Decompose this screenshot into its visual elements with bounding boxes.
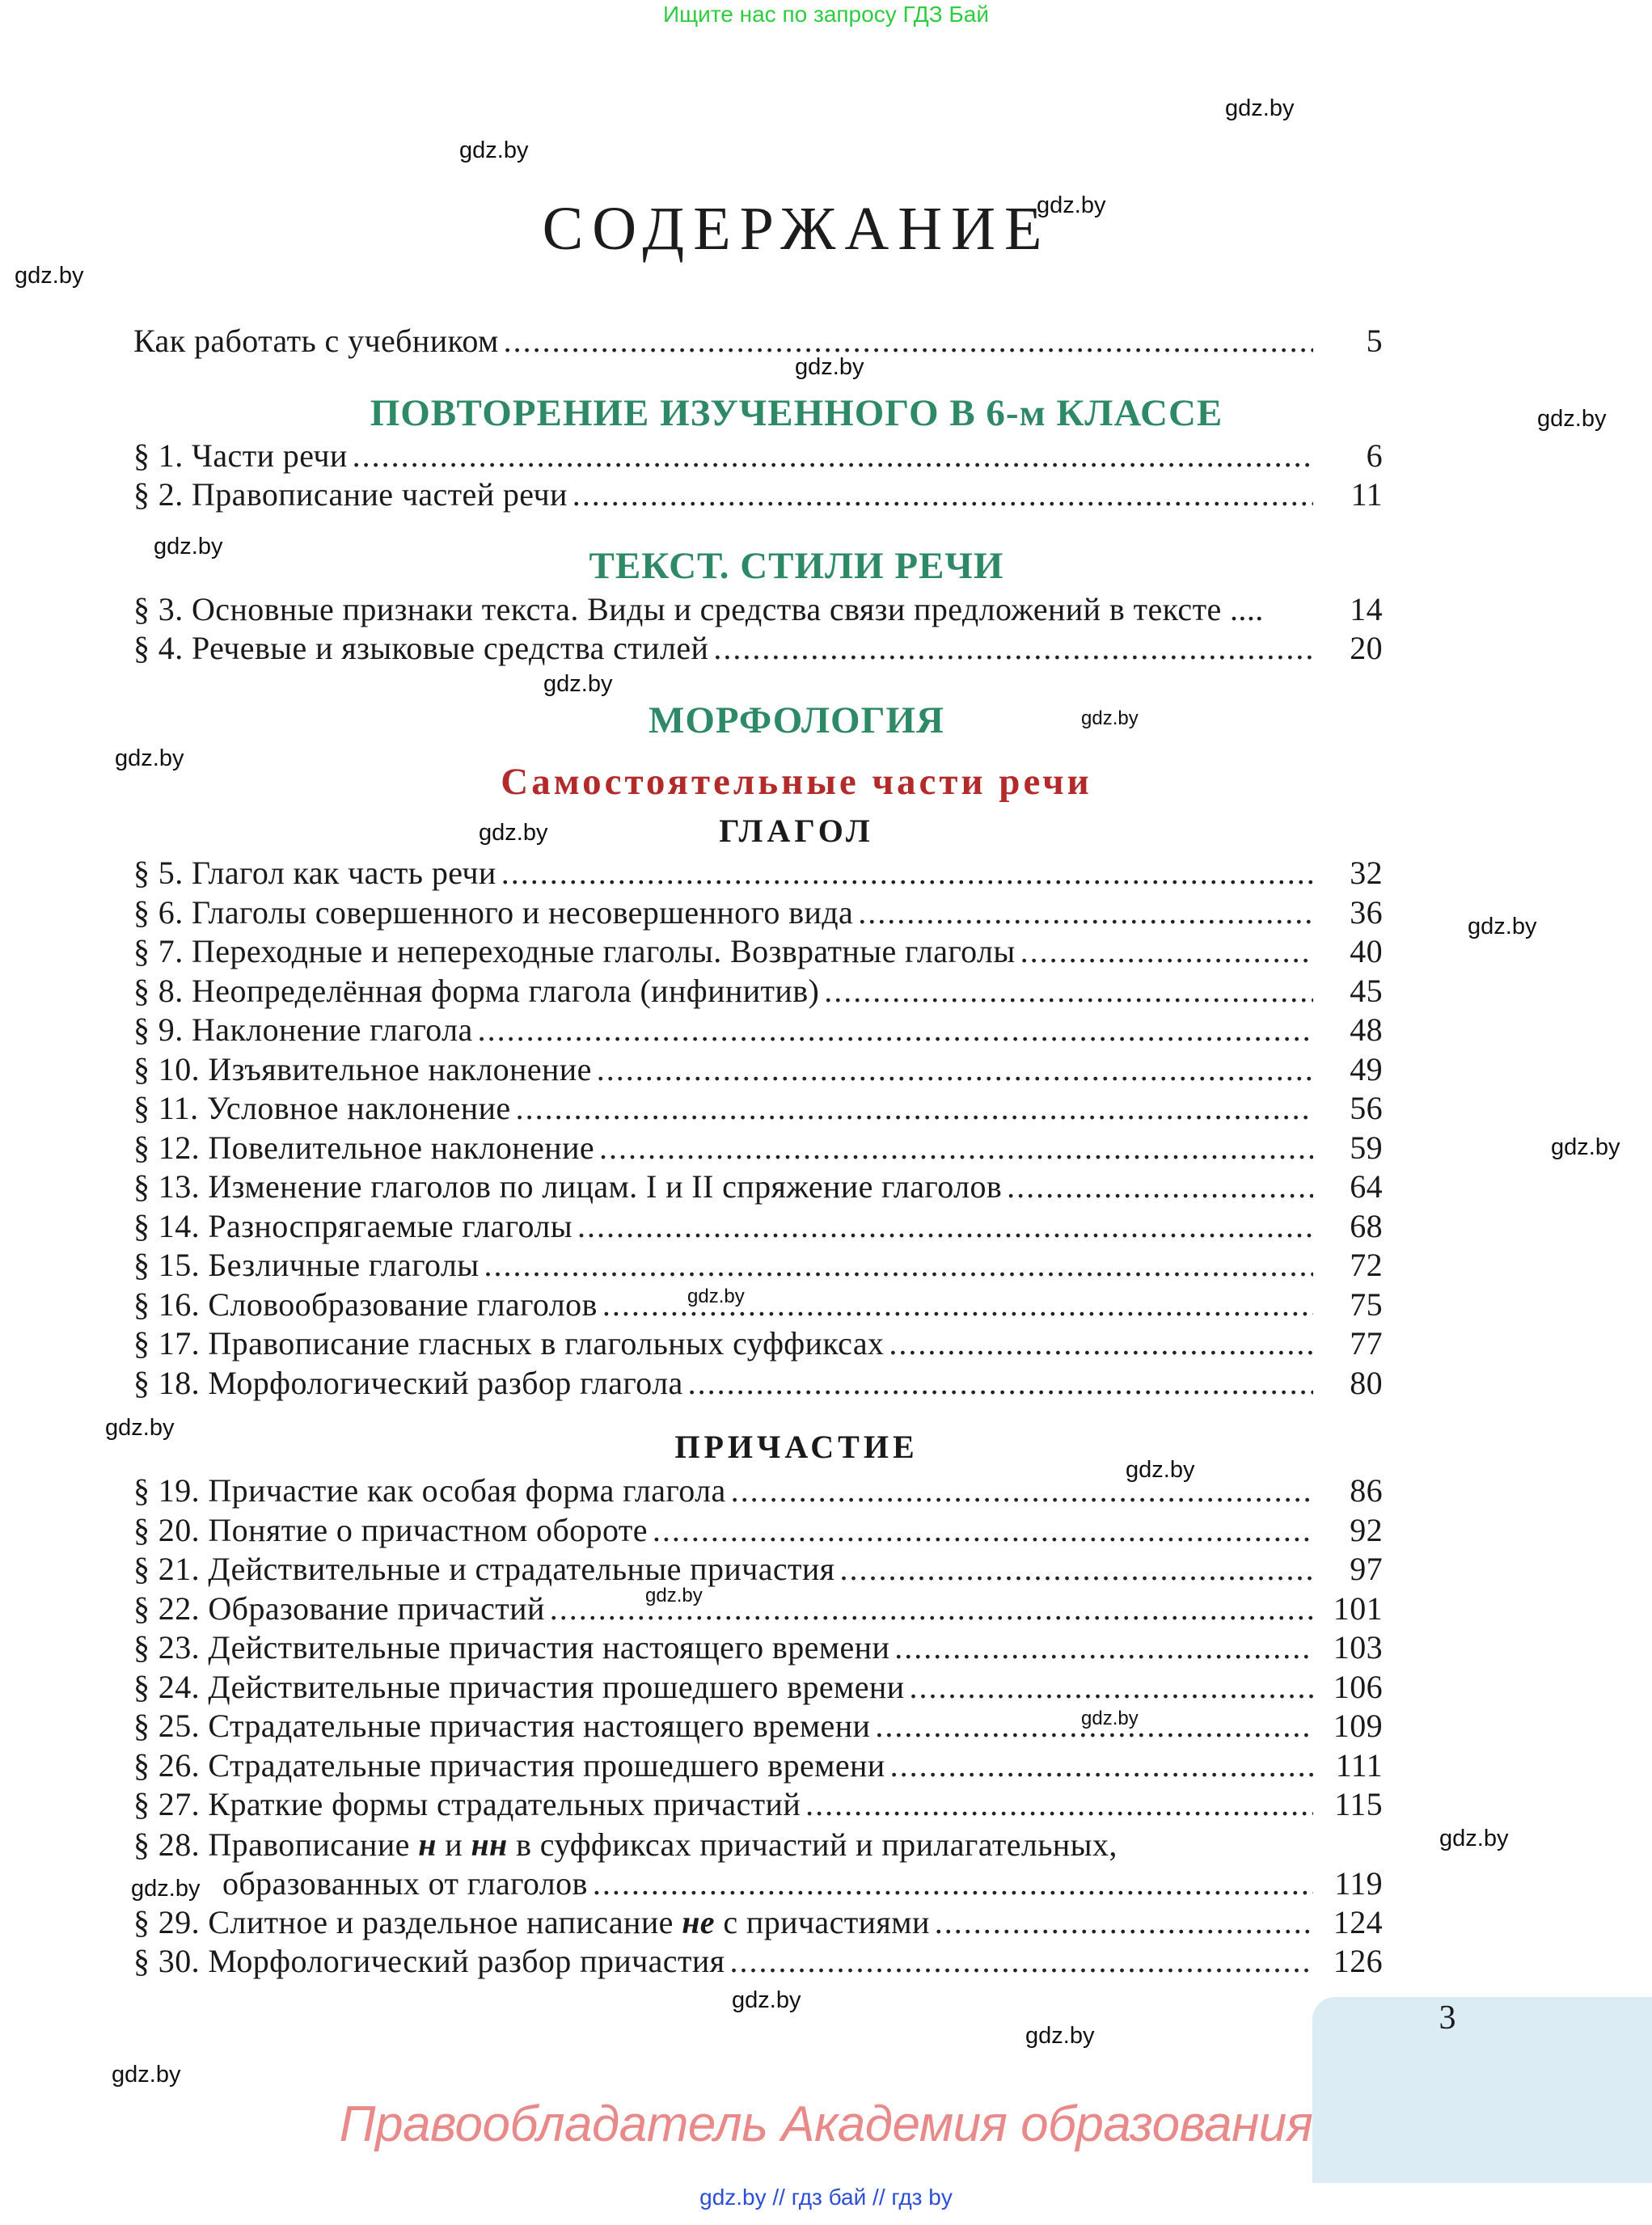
section-heading-text-styles: ТЕКСТ. СТИЛИ РЕЧИ: [589, 545, 1004, 587]
toc-entry-text: § 21. Действительные и страдательные причастия: [133, 1551, 835, 1587]
toc-entry-page: 103: [1333, 1629, 1383, 1666]
toc-entry-text: § 8. Неопределённая форма глагола (инфинитив): [133, 972, 820, 1009]
toc-entry: [133, 1707, 1383, 1746]
toc-entry-page: 14: [1350, 591, 1383, 627]
top-banner: Ищите нас по запросу ГДЗ Бай: [662, 2, 990, 27]
toc-entry-text: § 6. Глаголы совершенного и несовершенного вида: [133, 893, 854, 931]
watermark: gdz.by: [732, 1987, 801, 2013]
toc-entry-text: § 15. Безличные глаголы: [133, 1247, 480, 1283]
toc-entry-page: 5: [1366, 323, 1383, 359]
toc-entry-text: § 27. Краткие формы страдательных причастий: [133, 1786, 801, 1822]
toc-entry: [133, 1207, 1383, 1246]
page-title: СОДЕРЖАНИЕ: [542, 195, 1051, 263]
toc-entry: [133, 437, 1383, 475]
toc-entry-text: § 2. Правописание частей речи: [133, 476, 568, 513]
watermark: gdz.by: [154, 534, 223, 559]
toc-entry: [133, 1364, 1383, 1403]
toc-entry-page: 59: [1350, 1129, 1383, 1166]
toc-entry-text: § 26. Страдательные причастия прошедшего времени: [133, 1746, 885, 1784]
watermark: gdz.by: [1537, 406, 1607, 432]
toc-entry-page: 32: [1350, 855, 1383, 891]
toc-entry-text: § 28. Правописание н и нн в суффиксах причастий и прилагательных,: [133, 1826, 1118, 1863]
toc-entry: [133, 1668, 1383, 1707]
toc-entry: [133, 1942, 1383, 1981]
toc-entry-text: § 23. Действительные причастия настоящего времени: [133, 1629, 890, 1666]
toc-entry: [133, 1628, 1383, 1667]
toc-entry: [133, 1785, 1383, 1824]
toc-entry: [133, 1826, 1383, 1864]
toc-entry-text: образованных от глаголов: [222, 1865, 588, 1902]
footer-links: gdz.by // гдз бай // гдз by: [699, 2185, 953, 2210]
toc-entry-page: 97: [1350, 1551, 1383, 1587]
toc-entry: [133, 1011, 1383, 1049]
toc-entry-text: § 12. Повелительное наклонение: [133, 1129, 595, 1166]
watermark: gdz.by: [115, 745, 184, 771]
toc-entry-page: 20: [1350, 630, 1383, 666]
toc-entry-page: 92: [1350, 1511, 1383, 1548]
watermark: gdz.by: [112, 2062, 181, 2088]
toc-entry: [133, 1511, 1383, 1550]
toc-entry-text: § 4. Речевые и языковые средства стилей: [133, 630, 709, 666]
toc-entry: [133, 1167, 1383, 1206]
toc-entry: [133, 1746, 1383, 1785]
toc-entry-continued: [222, 1864, 1383, 1903]
emphasis: нн: [471, 1826, 508, 1863]
toc-entry: [133, 1129, 1383, 1167]
toc-entry-text: § 1. Части речи: [133, 437, 348, 474]
toc-entry-page: 40: [1350, 933, 1383, 969]
watermark: gdz.by: [1126, 1457, 1195, 1483]
toc-entry: [133, 1286, 1383, 1324]
toc-entry-page: 75: [1350, 1286, 1383, 1323]
watermark: gdz.by: [459, 137, 529, 163]
section-heading-independent: Самостоятельные части речи: [501, 761, 1092, 803]
toc-entry-text: § 10. Изъявительное наклонение: [133, 1050, 592, 1087]
toc-entry: [133, 590, 1383, 629]
toc-entry-text: § 16. Словообразование глаголов: [133, 1286, 598, 1323]
toc-entry-text: Как работать с учебником: [133, 323, 499, 359]
toc-entry: [133, 475, 1383, 514]
watermark: gdz.by: [479, 820, 548, 846]
watermark: gdz.by: [543, 671, 613, 697]
watermark: gdz.by: [105, 1415, 175, 1441]
toc-entry-text: § 13. Изменение глаголов по лицам. I и II спряжение глаголов: [133, 1168, 1003, 1205]
watermark: gdz.by: [1081, 1708, 1139, 1729]
toc-entry-text: § 3. Основные признаки текста. Виды и средства связи предложений в тексте ....: [133, 591, 1264, 627]
watermark: gdz.by: [15, 263, 84, 289]
page-number: 3: [1439, 1999, 1456, 2037]
toc-entry-text: § 18. Морфологический разбор глагола: [133, 1364, 683, 1401]
watermark: gdz.by: [645, 1585, 703, 1606]
toc-entry-text: § 7. Переходные и непереходные глаголы. Возвратные глаголы: [133, 933, 1016, 969]
toc-entry-page: 86: [1350, 1472, 1383, 1509]
watermark: gdz.by: [1439, 1826, 1509, 1851]
toc-entry-text: § 9. Наклонение глагола: [133, 1011, 473, 1048]
toc-entry-page: 48: [1350, 1011, 1383, 1048]
toc-entry-page: 119: [1334, 1865, 1383, 1902]
toc-entry-page: 126: [1333, 1943, 1383, 1979]
toc-entry-page: 68: [1350, 1207, 1383, 1244]
toc-entry-text: § 30. Морфологический разбор причастия: [133, 1943, 725, 1979]
toc-entry-text: § 22. Образование причастий: [133, 1590, 545, 1627]
copyright-notice: Правообладатель Академия образования: [339, 2096, 1313, 2152]
toc-entry-page: 115: [1334, 1786, 1383, 1822]
toc-entry-page: 124: [1333, 1904, 1383, 1940]
toc-entry-page: 36: [1350, 893, 1383, 931]
toc-entry-text: § 5. Глагол как часть речи: [133, 855, 496, 891]
toc-entry-page: 80: [1350, 1364, 1383, 1401]
toc-entry: [133, 1550, 1383, 1589]
section-heading-verb: ГЛАГОЛ: [719, 813, 874, 849]
toc-entry: [133, 893, 1383, 932]
toc-entry-text: § 19. Причастие как особая форма глагола: [133, 1472, 726, 1509]
toc-entry: [133, 1903, 1383, 1942]
toc-entry: [133, 1324, 1383, 1363]
emphasis: н: [418, 1826, 437, 1863]
watermark: gdz.by: [1037, 192, 1106, 218]
toc-entry: [133, 322, 1383, 361]
watermark: gdz.by: [1468, 914, 1537, 939]
watermark: gdz.by: [1225, 95, 1295, 121]
toc-entry-page: 56: [1350, 1090, 1383, 1126]
toc-entry-page: 6: [1366, 437, 1383, 474]
page-corner-tab: [1312, 1997, 1652, 2183]
toc-entry-page: 111: [1335, 1746, 1383, 1784]
toc-entry: [133, 629, 1383, 668]
toc-entry-text: § 17. Правописание гласных в глагольных суффиксах: [133, 1325, 885, 1362]
toc-entry-page: 72: [1350, 1247, 1383, 1283]
watermark: gdz.by: [795, 354, 864, 380]
toc-entry: [133, 932, 1383, 971]
toc-entry: [133, 1246, 1383, 1285]
section-heading-participle: ПРИЧАСТИЕ: [674, 1429, 919, 1465]
toc-entry-page: 64: [1350, 1168, 1383, 1205]
toc-entry-text: § 25. Страдательные причастия настоящего времени: [133, 1708, 871, 1744]
toc-entry-page: 77: [1350, 1325, 1383, 1362]
toc-entry-page: 11: [1350, 476, 1383, 513]
toc-entry: [133, 1050, 1383, 1089]
emphasis: не: [682, 1904, 715, 1940]
toc-entry: [133, 854, 1383, 893]
section-heading-review: ПОВТОРЕНИЕ ИЗУЧЕННОГО В 6-м КЛАССЕ: [370, 392, 1223, 434]
watermark: gdz.by: [687, 1286, 745, 1307]
toc-entry-text: § 24. Действительные причастия прошедшего времени: [133, 1668, 905, 1705]
toc-entry-text: § 14. Разноспрягаемые глаголы: [133, 1207, 573, 1244]
toc-entry: [133, 1089, 1383, 1128]
watermark: gdz.by: [1551, 1134, 1620, 1160]
toc-entry-page: 109: [1333, 1708, 1383, 1744]
watermark: gdz.by: [1025, 2023, 1095, 2049]
toc-entry-page: 101: [1333, 1590, 1383, 1627]
toc-entry-page: 106: [1333, 1668, 1383, 1705]
toc-entry-text: § 11. Условное наклонение: [133, 1090, 511, 1126]
section-heading-morphology: МОРФОЛОГИЯ: [649, 699, 944, 741]
toc-entry: [133, 972, 1383, 1011]
toc-entry-page: 49: [1350, 1050, 1383, 1087]
toc-entry: [133, 1590, 1383, 1628]
watermark: gdz.by: [131, 1876, 201, 1902]
toc-entry-text: § 20. Понятие о причастном обороте: [133, 1511, 648, 1548]
toc-entry-text: § 29. Слитное и раздельное написание не с причастиями: [133, 1904, 930, 1940]
toc-entry: [133, 1471, 1383, 1510]
watermark: gdz.by: [1081, 707, 1139, 729]
toc-entry-page: 45: [1350, 972, 1383, 1009]
